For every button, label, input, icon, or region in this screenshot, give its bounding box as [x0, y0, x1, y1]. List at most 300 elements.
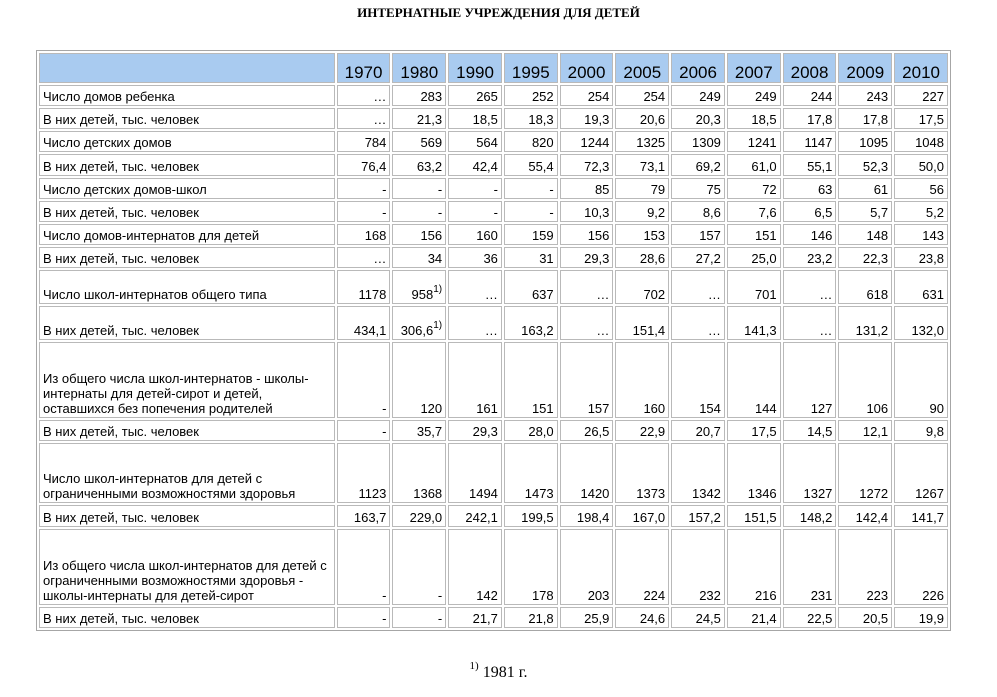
- cell-value: [783, 154, 837, 175]
- cell-value: [894, 85, 948, 106]
- table-row: [39, 270, 948, 304]
- cell-text: 1147: [804, 135, 833, 151]
- cell-value: [838, 224, 892, 245]
- cell-text: 20,7: [695, 424, 721, 440]
- cell-text: 75: [706, 181, 721, 197]
- cell-value: [448, 154, 502, 175]
- header-corner: [39, 53, 335, 83]
- year-header: 2000: [560, 53, 614, 83]
- cell-text: 18,5: [751, 112, 777, 128]
- table-row: [39, 178, 948, 199]
- cell-text: 153: [643, 227, 666, 243]
- cell-text: 72,3: [584, 158, 610, 174]
- cell-text: 17,8: [807, 112, 833, 128]
- cell-text: 569: [420, 135, 443, 151]
- cell-value: [783, 270, 837, 304]
- cell-text: 143: [922, 227, 944, 243]
- cell-text: 232: [699, 587, 721, 603]
- cell-value: [448, 306, 502, 340]
- cell-text: 242,1: [465, 509, 498, 525]
- cell-text: 18,3: [528, 112, 554, 128]
- row-label: В них детей, тыс. человек: [39, 607, 335, 628]
- cell-text: 1272: [859, 486, 889, 502]
- cell-value: [615, 201, 669, 222]
- cell-value: [504, 443, 558, 503]
- cell-value: [671, 201, 725, 222]
- cell-text: -: [549, 181, 554, 197]
- cell-value: [504, 270, 558, 304]
- cell-text: 73,1: [639, 158, 666, 174]
- cell-text: 1267: [915, 486, 944, 502]
- cell-text: 23,2: [807, 251, 833, 267]
- cell-text: 203: [587, 587, 610, 603]
- cell-text: 1327: [803, 486, 833, 502]
- cell-value: [727, 306, 781, 340]
- table-row: [39, 247, 948, 268]
- cell-value: [727, 224, 781, 245]
- cell-value: [337, 154, 391, 175]
- cell-text: 163,2: [521, 322, 554, 338]
- table-row: [39, 108, 948, 129]
- cell-value: [615, 178, 669, 199]
- cell-value: [504, 108, 558, 129]
- cell-value: [838, 607, 892, 628]
- cell-value: [615, 224, 669, 245]
- cell-text: 17,8: [862, 112, 889, 128]
- cell-text: 156: [587, 227, 610, 243]
- cell-value: [392, 529, 446, 605]
- cell-text: 254: [587, 89, 610, 105]
- cell-value: [560, 607, 614, 628]
- cell-text: 21,3: [416, 112, 443, 128]
- cell-text: 5,2: [925, 204, 944, 220]
- cell-text: 120: [420, 400, 443, 416]
- cell-text: 151,4: [632, 322, 666, 338]
- cell-value: [560, 224, 614, 245]
- cell-text: …: [707, 286, 721, 302]
- cell-value: [560, 85, 614, 106]
- cell-value: [392, 270, 446, 304]
- cell-text: 29,3: [584, 251, 610, 267]
- data-table: [36, 50, 951, 631]
- cell-value: [894, 247, 948, 268]
- cell-value: [671, 224, 725, 245]
- cell-value: [337, 607, 391, 628]
- cell-text: 148: [866, 227, 889, 243]
- cell-value: [337, 342, 391, 418]
- cell-value: [560, 505, 614, 526]
- cell-value: [504, 529, 558, 605]
- cell-value: [783, 529, 837, 605]
- cell-value: [783, 85, 837, 106]
- year-header: 1970: [337, 53, 391, 83]
- cell-value: [727, 154, 781, 175]
- cell-text: -: [437, 204, 443, 220]
- cell-value: [337, 178, 391, 199]
- cell-value: [838, 178, 892, 199]
- row-label: Число домов ребенка: [39, 85, 335, 106]
- cell-value: [448, 131, 502, 152]
- cell-value: [504, 342, 558, 418]
- cell-value: [504, 201, 558, 222]
- cell-text: 148,2: [799, 509, 833, 525]
- cell-value: [838, 505, 892, 526]
- cell-value: [504, 131, 558, 152]
- cell-value: [392, 201, 446, 222]
- table-row: [39, 224, 948, 245]
- table-row: [39, 607, 948, 628]
- cell-text: 178: [531, 587, 554, 603]
- cell-value: [337, 420, 391, 441]
- cell-value: [838, 85, 892, 106]
- cell-text: 18,5: [472, 112, 498, 128]
- cell-text: 252: [531, 89, 554, 105]
- cell-value: [783, 420, 837, 441]
- cell-value: [448, 505, 502, 526]
- cell-value: [504, 306, 558, 340]
- cell-text: 141,7: [911, 509, 944, 525]
- cell-text: 1368: [413, 486, 443, 502]
- cell-text: 131,2: [855, 322, 889, 338]
- cell-value: [392, 342, 446, 418]
- year-header: 2008: [783, 53, 837, 83]
- row-label: В них детей, тыс. человек: [39, 306, 335, 340]
- row-label: В них детей, тыс. человек: [39, 108, 335, 129]
- cell-text: 22,9: [639, 424, 666, 440]
- cell-text: 24,5: [695, 611, 721, 626]
- cell-text: …: [373, 251, 387, 267]
- cell-text: 306,6: [400, 322, 434, 338]
- cell-text: 1494: [468, 486, 498, 502]
- cell-value: [560, 443, 614, 503]
- cell-text: 19,3: [584, 112, 610, 128]
- cell-text: -: [437, 181, 443, 197]
- cell-text: 223: [866, 587, 889, 603]
- row-label: В них детей, тыс. человек: [39, 247, 335, 268]
- cell-text: …: [373, 112, 387, 128]
- cell-value: [504, 85, 558, 106]
- cell-text: 167,0: [632, 509, 666, 525]
- cell-text: 151: [754, 227, 777, 243]
- cell-text: 151,5: [744, 509, 777, 525]
- cell-value: [448, 247, 502, 268]
- cell-value: [392, 85, 446, 106]
- cell-value: [838, 131, 892, 152]
- year-header: 2009: [838, 53, 892, 83]
- cell-value: [337, 443, 391, 503]
- cell-text: 90: [929, 400, 944, 416]
- cell-text: …: [819, 322, 833, 338]
- cell-value: [448, 224, 502, 245]
- cell-value: [783, 201, 837, 222]
- cell-value: [838, 420, 892, 441]
- cell-value: [337, 529, 391, 605]
- cell-value: [894, 270, 948, 304]
- cell-value: [727, 342, 781, 418]
- cell-text: 17,5: [918, 112, 944, 128]
- cell-value: [727, 505, 781, 526]
- cell-text: 21,8: [528, 611, 554, 626]
- cell-text: 151: [531, 400, 554, 416]
- cell-value: [337, 270, 391, 304]
- cell-value: [504, 420, 558, 441]
- cell-text: 249: [699, 89, 721, 105]
- page-title: ИНТЕРНАТНЫЕ УЧРЕЖДЕНИЯ ДЛЯ ДЕТЕЙ: [357, 5, 640, 20]
- cell-text: …: [373, 89, 387, 105]
- cell-value: [504, 178, 558, 199]
- cell-value: [392, 306, 446, 340]
- cell-text: 61,0: [751, 158, 777, 174]
- cell-value: [727, 529, 781, 605]
- cell-text: -: [549, 204, 554, 220]
- cell-value: [560, 154, 614, 175]
- cell-text: 1373: [636, 486, 666, 502]
- cell-value: [448, 529, 502, 605]
- cell-text: 22,5: [807, 611, 833, 626]
- cell-value: [727, 178, 781, 199]
- cell-value: [448, 85, 502, 106]
- cell-text: 10,3: [584, 204, 610, 220]
- cell-value: [894, 420, 948, 441]
- cell-text: -: [437, 611, 443, 626]
- cell-value: [727, 201, 781, 222]
- cell-value: [392, 443, 446, 503]
- header-row: [39, 53, 948, 83]
- cell-text: 34: [427, 251, 443, 267]
- cell-text: 9,2: [647, 204, 666, 220]
- cell-text: 55,1: [807, 158, 833, 174]
- cell-text: …: [484, 322, 498, 338]
- cell-text: 9,8: [925, 424, 944, 440]
- year-header: 2006: [671, 53, 725, 83]
- cell-value: [671, 420, 725, 441]
- cell-text: 702: [643, 286, 666, 302]
- cell-value: [392, 505, 446, 526]
- cell-value: [671, 270, 725, 304]
- cell-text: 231: [810, 587, 833, 603]
- cell-value: [671, 85, 725, 106]
- cell-value: [615, 270, 669, 304]
- cell-text: 19,9: [918, 611, 944, 626]
- cell-text: 216: [754, 587, 777, 603]
- cell-value: [392, 224, 446, 245]
- table-row: [39, 505, 948, 526]
- cell-text: 1420: [580, 486, 610, 502]
- cell-text: 168: [364, 227, 387, 243]
- row-label: В них детей, тыс. человек: [39, 505, 335, 526]
- row-label: В них детей, тыс. человек: [39, 420, 335, 441]
- cell-value: [894, 201, 948, 222]
- cell-text: 21,7: [472, 611, 498, 626]
- cell-text: 265: [476, 89, 498, 105]
- cell-value: [783, 306, 837, 340]
- cell-value: [894, 607, 948, 628]
- cell-text: 243: [866, 89, 889, 105]
- year-header: 2010: [894, 53, 948, 83]
- cell-value: [560, 306, 614, 340]
- cell-value: [560, 270, 614, 304]
- cell-text: 1346: [747, 486, 777, 502]
- cell-text: 1309: [691, 135, 721, 151]
- cell-value: [727, 443, 781, 503]
- cell-text: 14,5: [807, 424, 833, 440]
- cell-text: 784: [364, 135, 387, 151]
- cell-text: …: [707, 322, 721, 338]
- cell-value: [894, 108, 948, 129]
- cell-text: 69,2: [695, 158, 721, 174]
- cell-text: 1325: [636, 135, 666, 151]
- cell-value: [615, 443, 669, 503]
- cell-text: -: [382, 400, 387, 416]
- footnote-ref: 1): [433, 319, 443, 331]
- year-header: 1995: [504, 53, 558, 83]
- cell-value: [504, 224, 558, 245]
- table-row: [39, 443, 948, 503]
- cell-text: 21,4: [751, 611, 777, 626]
- cell-text: 820: [531, 135, 554, 151]
- cell-text: 28,0: [528, 424, 554, 440]
- cell-value: [671, 306, 725, 340]
- cell-text: 1095: [859, 135, 889, 151]
- cell-value: [392, 154, 446, 175]
- cell-value: [783, 247, 837, 268]
- cell-text: 17,5: [751, 424, 777, 440]
- cell-value: [671, 108, 725, 129]
- cell-text: 106: [866, 400, 889, 416]
- cell-value: [560, 201, 614, 222]
- cell-value: [504, 607, 558, 628]
- cell-text: 55,4: [528, 158, 554, 174]
- cell-text: 146: [810, 227, 833, 243]
- cell-text: 42,4: [472, 158, 498, 174]
- cell-text: 76,4: [361, 158, 387, 174]
- cell-value: [560, 247, 614, 268]
- cell-text: 198,4: [576, 509, 610, 525]
- cell-text: 1342: [691, 486, 721, 502]
- cell-value: [783, 342, 837, 418]
- cell-text: 1244: [580, 135, 610, 151]
- cell-text: 229,0: [409, 509, 443, 525]
- cell-text: 618: [866, 286, 889, 302]
- cell-text: 144: [754, 400, 777, 416]
- cell-value: [504, 505, 558, 526]
- cell-text: 63,2: [416, 158, 443, 174]
- cell-value: [615, 154, 669, 175]
- cell-value: [894, 178, 948, 199]
- cell-value: [337, 247, 391, 268]
- cell-value: [560, 342, 614, 418]
- table-row: [39, 131, 948, 152]
- cell-value: [894, 224, 948, 245]
- table-row: [39, 342, 948, 418]
- cell-text: 23,8: [918, 251, 944, 267]
- row-label: Число школ-интернатов для детей с ограниченными возможностями здоровья: [39, 443, 335, 503]
- cell-text: 701: [754, 286, 777, 302]
- cell-value: [615, 247, 669, 268]
- row-label: Из общего числа школ-интернатов для детей с ограниченными возможностями здоровья - школы-интернаты для детей-сирот: [39, 529, 335, 605]
- cell-value: [838, 529, 892, 605]
- cell-text: 564: [476, 135, 498, 151]
- cell-text: 434,1: [353, 322, 387, 338]
- cell-value: [448, 443, 502, 503]
- cell-value: [727, 108, 781, 129]
- year-header: 2007: [727, 53, 781, 83]
- cell-value: [615, 108, 669, 129]
- cell-text: 958: [411, 286, 434, 302]
- cell-text: 1241: [747, 135, 777, 151]
- cell-value: [838, 108, 892, 129]
- cell-value: [392, 247, 446, 268]
- cell-value: [337, 108, 391, 129]
- cell-value: [448, 201, 502, 222]
- cell-value: [783, 178, 837, 199]
- cell-value: [671, 247, 725, 268]
- cell-value: [504, 154, 558, 175]
- footnote: [0, 660, 997, 682]
- cell-value: [838, 201, 892, 222]
- cell-text: 6,5: [814, 204, 833, 220]
- cell-value: [671, 342, 725, 418]
- cell-value: [615, 306, 669, 340]
- row-label: Число домов-интернатов для детей: [39, 224, 335, 245]
- row-label: Число детских домов: [39, 131, 335, 152]
- cell-text: 26,5: [584, 424, 610, 440]
- cell-value: [894, 342, 948, 418]
- cell-text: …: [596, 286, 610, 302]
- cell-value: [727, 85, 781, 106]
- table-row: [39, 529, 948, 605]
- cell-text: 12,1: [862, 424, 889, 440]
- cell-text: 61: [873, 181, 889, 197]
- cell-text: 141,3: [744, 322, 777, 338]
- cell-text: 199,5: [521, 509, 554, 525]
- footnote-text: 1981 г.: [482, 664, 528, 681]
- cell-text: 161: [476, 400, 498, 416]
- cell-value: [671, 529, 725, 605]
- cell-value: [392, 178, 446, 199]
- cell-text: 227: [922, 89, 944, 105]
- cell-value: [392, 420, 446, 441]
- cell-value: [448, 607, 502, 628]
- cell-text: -: [382, 204, 387, 220]
- cell-text: 28,6: [639, 251, 666, 267]
- cell-text: 50,0: [918, 158, 944, 174]
- cell-value: [894, 505, 948, 526]
- cell-value: [783, 131, 837, 152]
- cell-text: 27,2: [695, 251, 721, 267]
- table-row: [39, 85, 948, 106]
- cell-text: 56: [929, 181, 944, 197]
- cell-value: [838, 342, 892, 418]
- cell-value: [448, 108, 502, 129]
- cell-value: [337, 85, 391, 106]
- cell-text: 5,7: [870, 204, 889, 220]
- cell-value: [838, 443, 892, 503]
- cell-text: 20,5: [862, 611, 889, 626]
- cell-text: …: [596, 322, 610, 338]
- year-header: 2005: [615, 53, 669, 83]
- cell-value: [671, 154, 725, 175]
- footnote-ref: 1): [433, 283, 443, 295]
- cell-value: [337, 306, 391, 340]
- cell-text: 132,0: [911, 322, 944, 338]
- table-row: [39, 154, 948, 175]
- year-header: 1990: [448, 53, 502, 83]
- cell-value: [615, 420, 669, 441]
- cell-value: [727, 270, 781, 304]
- cell-value: [337, 505, 391, 526]
- cell-text: -: [382, 587, 387, 603]
